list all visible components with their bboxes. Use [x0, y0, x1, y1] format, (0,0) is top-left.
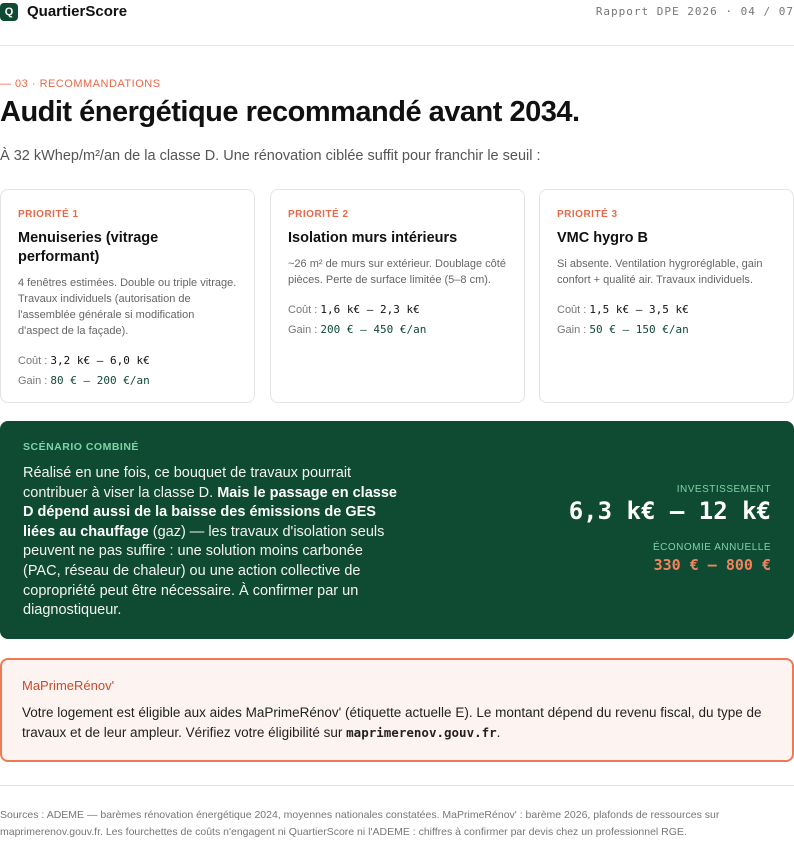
cost-row	[557, 300, 776, 320]
report-page-indicator: Rapport DPE 2026 · 04 / 07	[595, 5, 794, 18]
investment-value: 6,3 k€ – 12 k€	[568, 497, 771, 525]
brand-name: QuartierScore	[27, 3, 128, 20]
section-eyebrow: — 03 · RECOMMANDATIONS	[0, 78, 161, 90]
card-costs	[288, 300, 507, 340]
scenario-text-bold: Mais le passage en classe D dépend aussi de la baisse des émissions de GES liées au chauffage	[23, 484, 397, 540]
scenario-text	[23, 464, 401, 621]
cost-label: Coût :	[18, 355, 51, 367]
savings-value: 330 € – 800 €	[653, 556, 771, 574]
footer-divider	[0, 785, 794, 786]
callout-title: MaPrimeRénov'	[22, 678, 115, 693]
maprimerenov-link[interactable]: maprimerenov.gouv.fr	[346, 725, 497, 740]
gain-label: Gain :	[18, 375, 51, 387]
priority-label: PRIORITÉ 2	[288, 209, 349, 220]
maprimerenov-callout	[0, 658, 794, 762]
gain-row	[18, 371, 237, 391]
scenario-text-part: Réalisé en une fois, ce bouquet de travaux pourrait contribuer à viser la classe D.	[23, 465, 352, 501]
cost-row	[18, 351, 237, 371]
investment-label: INVESTISSEMENT	[676, 484, 771, 495]
gain-value: 200 € – 450 €/an	[320, 323, 427, 336]
gain-value: 80 € – 200 €/an	[50, 374, 150, 387]
gain-label: Gain :	[288, 324, 321, 336]
gain-row	[557, 320, 776, 340]
card-title: VMC hygro B	[557, 230, 649, 246]
brand-logo: Q	[0, 3, 18, 21]
card-description: 4 fenêtres estimées. Double ou triple vitrage. Travaux individuels (autorisation de l'assemblée générale si modification d'aspect de la façade).	[18, 277, 237, 337]
combined-scenario-panel	[0, 421, 794, 639]
card-title: Isolation murs intérieurs	[288, 230, 458, 246]
savings-label: ÉCONOMIE ANNUELLE	[653, 542, 771, 553]
callout-text	[22, 703, 772, 743]
priority-label: PRIORITÉ 3	[557, 209, 618, 220]
card-costs	[18, 351, 237, 391]
cost-row	[288, 300, 507, 320]
recommendation-card-2	[270, 189, 525, 403]
cost-value: 1,6 k€ – 2,3 k€	[320, 303, 420, 316]
scenario-kicker: SCÉNARIO COMBINÉ	[23, 441, 139, 453]
cost-label: Coût :	[557, 304, 590, 316]
gain-row	[288, 320, 507, 340]
cost-label: Coût :	[288, 304, 321, 316]
cost-value: 3,2 k€ – 6,0 k€	[50, 354, 150, 367]
page-header	[0, 0, 794, 46]
gain-label: Gain :	[557, 324, 590, 336]
gain-value: 50 € – 150 €/an	[589, 323, 689, 336]
card-title: Menuiseries (vitrage performant)	[18, 230, 159, 265]
card-description: ~26 m² de murs sur extérieur. Doublage côté pièces. Perte de surface limitée (5–8 cm).	[288, 258, 506, 286]
cost-value: 1,5 k€ – 3,5 k€	[589, 303, 689, 316]
section-lede: À 32 kWhep/m²/an de la classe D. Une rénovation ciblée suffit pour franchir le seuil :	[0, 148, 541, 164]
page-title: Audit énergétique recommandé avant 2034.	[0, 96, 580, 128]
priority-label: PRIORITÉ 1	[18, 209, 79, 220]
recommendation-card-3	[539, 189, 794, 403]
callout-text-part: .	[496, 725, 501, 740]
card-costs	[557, 300, 776, 340]
card-description: Si absente. Ventilation hygroréglable, gain confort + qualité air. Travaux individuels.	[557, 258, 763, 286]
sources-footnote: Sources : ADEME — barèmes rénovation énergétique 2024, moyennes nationales constatées. MaPrimeRénov' : barème 2026, plafonds de ressources sur maprimerenov.gouv.fr. Les fourchettes de coûts n'engagent ni QuartierScore ni l'ADEME : chiffres à confirmer par devis chez un professionnel RGE.	[0, 809, 720, 838]
scenario-text-part: (gaz) — les travaux d'isolation seuls peuvent ne pas suffire : une solution moins carbonée (PAC, réseau de chaleur) ou une action collective de copropriété peut être nécessaire. À confirmer par un diagnostiqueur.	[23, 523, 385, 619]
callout-text-part: Votre logement est éligible aux aides MaPrimeRénov' (étiquette actuelle E). Le montant dépend du revenu fiscal, du type de travaux et de leur ampleur. Vérifiez votre éligibilité sur	[22, 705, 762, 740]
recommendation-card-1	[0, 189, 255, 403]
